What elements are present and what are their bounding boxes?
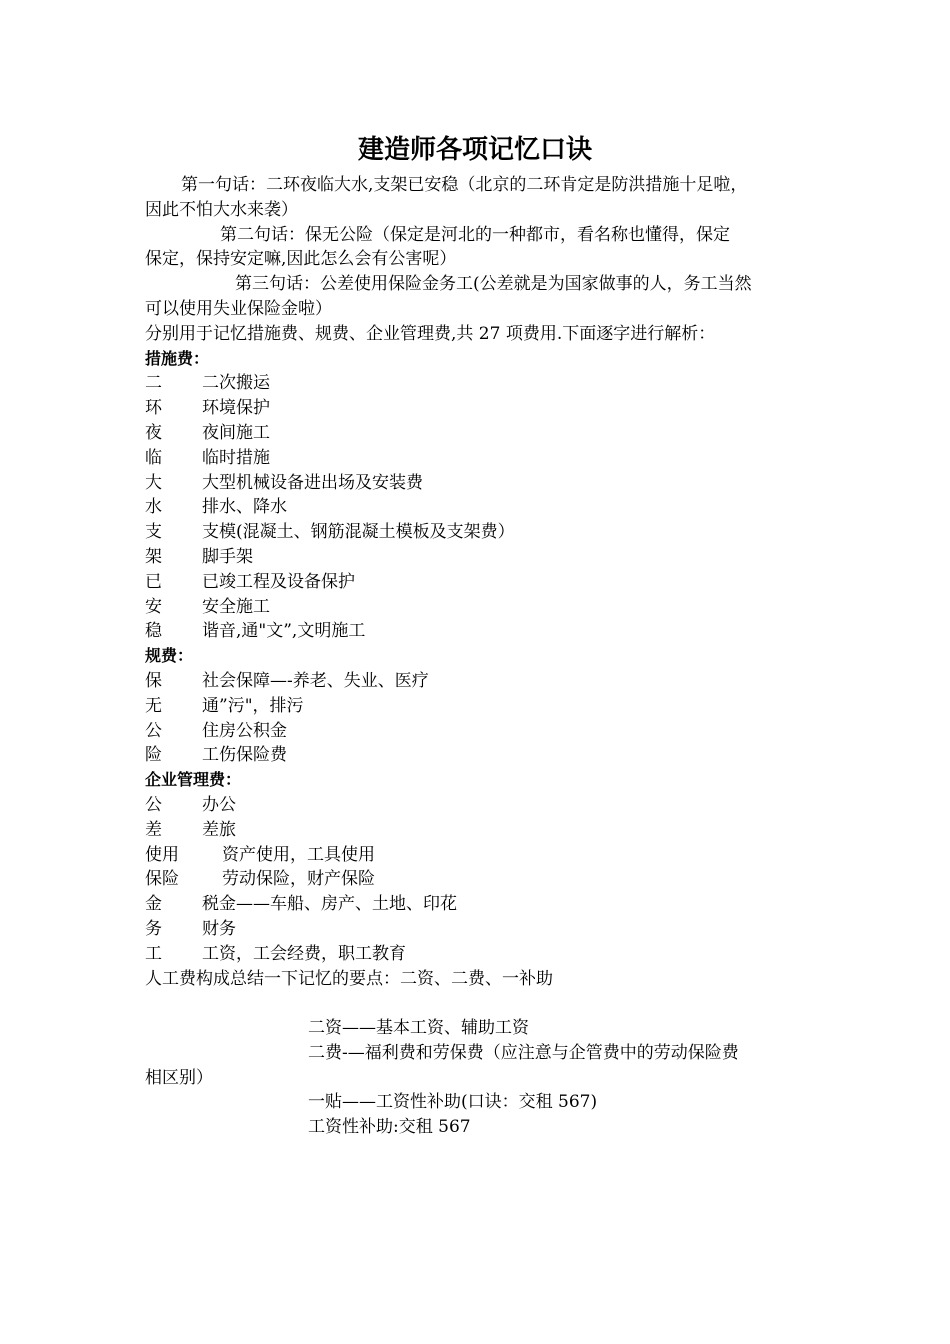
document-title: 建造师各项记忆口诀 <box>357 135 592 165</box>
mnemonic-value: 环境保护 <box>202 398 270 419</box>
labor-line-fees-continued: 相区别） <box>145 1067 213 1088</box>
labor-line-fees: 二费-—福利费和劳保费（应注意与企管费中的劳动保险费 <box>308 1042 739 1063</box>
list-item <box>145 421 815 446</box>
mnemonic-value: 脚手架 <box>202 546 253 567</box>
mnemonic-value: 劳动保险，财产保险 <box>222 869 375 890</box>
list-item <box>145 396 815 421</box>
list-item <box>145 743 815 768</box>
mnemonic-key: 务 <box>145 918 162 939</box>
mnemonic-value: 二次搬运 <box>202 373 270 394</box>
section-heading: 规费： <box>145 646 194 666</box>
mnemonic-value: 大型机械设备进出场及安装费 <box>202 472 423 493</box>
intro-sentence-1-line-2: 因此不怕大水来袭） <box>145 199 298 220</box>
section-heading: 企业管理费： <box>145 770 242 790</box>
mnemonic-key: 夜 <box>145 422 162 443</box>
mnemonic-key: 架 <box>145 546 162 567</box>
mnemonic-key: 环 <box>145 398 162 419</box>
mnemonic-key: 已 <box>145 571 162 592</box>
mnemonic-key: 大 <box>145 472 162 493</box>
mnemonic-key: 工 <box>145 943 162 964</box>
mnemonic-key: 二 <box>145 373 162 394</box>
mnemonic-value: 差旅 <box>202 819 236 840</box>
document-body <box>145 173 815 1140</box>
labor-intro: 人工费构成总结一下记忆的要点：二资、二费、一补助 <box>145 968 553 989</box>
list-item <box>145 843 815 868</box>
list-item <box>145 867 815 892</box>
list-item <box>145 818 815 843</box>
list-item <box>145 619 815 644</box>
list-item <box>145 446 815 471</box>
list-item <box>145 545 815 570</box>
blank-line <box>145 991 815 1016</box>
mnemonic-value: 通”污"，排污 <box>202 695 304 716</box>
section-heading: 措施费： <box>145 348 210 368</box>
mnemonic-key: 保险 <box>145 869 179 890</box>
intro-sentence-3-line-1: 第三句话：公差使用保险金务工(公差就是为国家做事的人，务工当然 <box>235 274 752 295</box>
mnemonic-key: 公 <box>145 794 162 815</box>
list-item <box>145 793 815 818</box>
mnemonic-value: 税金——车船、房产、土地、印花 <box>202 894 457 915</box>
list-item <box>145 694 815 719</box>
mnemonic-value: 财务 <box>202 918 236 939</box>
mnemonic-key: 临 <box>145 447 162 468</box>
labor-line-wages: 二资——基本工资、辅助工资 <box>308 1018 529 1039</box>
mnemonic-value: 资产使用，工具使用 <box>222 844 375 865</box>
list-item <box>145 942 815 967</box>
mnemonic-key: 险 <box>145 745 162 766</box>
intro-sentence-2-line-2: 保定，保持安定嘛,因此怎么会有公害呢） <box>145 249 457 270</box>
mnemonic-key: 水 <box>145 497 162 518</box>
list-item <box>145 917 815 942</box>
list-item <box>145 595 815 620</box>
mnemonic-key: 保 <box>145 670 162 691</box>
intro-summary: 分别用于记忆措施费、规费、企业管理费,共 27 项费用.下面逐字进行解析： <box>145 323 716 344</box>
intro-sentence-1-line-1: 第一句话：二环夜临大水,支架已安稳（北京的二环肯定是防洪措施十足啦， <box>181 175 748 195</box>
mnemonic-value: 办公 <box>202 794 236 815</box>
mnemonic-key: 稳 <box>145 621 162 642</box>
labor-line-subsidy-mnemonic: 工资性补助:交租 567 <box>308 1117 471 1138</box>
list-item <box>145 520 815 545</box>
mnemonic-value: 工伤保险费 <box>202 745 287 766</box>
list-item <box>145 892 815 917</box>
intro-sentence-2-line-1: 第二句话：保无公险（保定是河北的一种都市，看名称也懂得，保定 <box>220 224 730 245</box>
list-item <box>145 371 815 396</box>
mnemonic-key: 支 <box>145 522 162 543</box>
mnemonic-key: 无 <box>145 695 162 716</box>
list-item <box>145 471 815 496</box>
list-item <box>145 719 815 744</box>
mnemonic-value: 社会保障—-养老、失业、医疗 <box>202 670 429 691</box>
mnemonic-key: 安 <box>145 596 162 617</box>
mnemonic-value: 谐音,通"文”,文明施工 <box>202 621 366 642</box>
list-item <box>145 669 815 694</box>
intro-sentence-3-line-2: 可以使用失业保险金啦） <box>145 298 332 319</box>
labor-line-subsidy: 一贴——工资性补助(口诀：交租 567) <box>308 1092 598 1113</box>
mnemonic-value: 已竣工程及设备保护 <box>202 571 355 592</box>
mnemonic-value: 夜间施工 <box>202 422 270 443</box>
mnemonic-value: 支模(混凝土、钢筋混凝土模板及支架费） <box>202 522 515 543</box>
list-item <box>145 495 815 520</box>
mnemonic-value: 临时措施 <box>202 447 270 468</box>
mnemonic-key: 金 <box>145 894 162 915</box>
list-item <box>145 570 815 595</box>
mnemonic-value: 排水、降水 <box>202 497 287 518</box>
mnemonic-value: 安全施工 <box>202 596 270 617</box>
mnemonic-key: 公 <box>145 720 162 741</box>
mnemonic-value: 住房公积金 <box>202 720 287 741</box>
mnemonic-value: 工资，工会经费，职工教育 <box>202 943 406 964</box>
mnemonic-key: 差 <box>145 819 162 840</box>
mnemonic-key: 使用 <box>145 844 179 865</box>
